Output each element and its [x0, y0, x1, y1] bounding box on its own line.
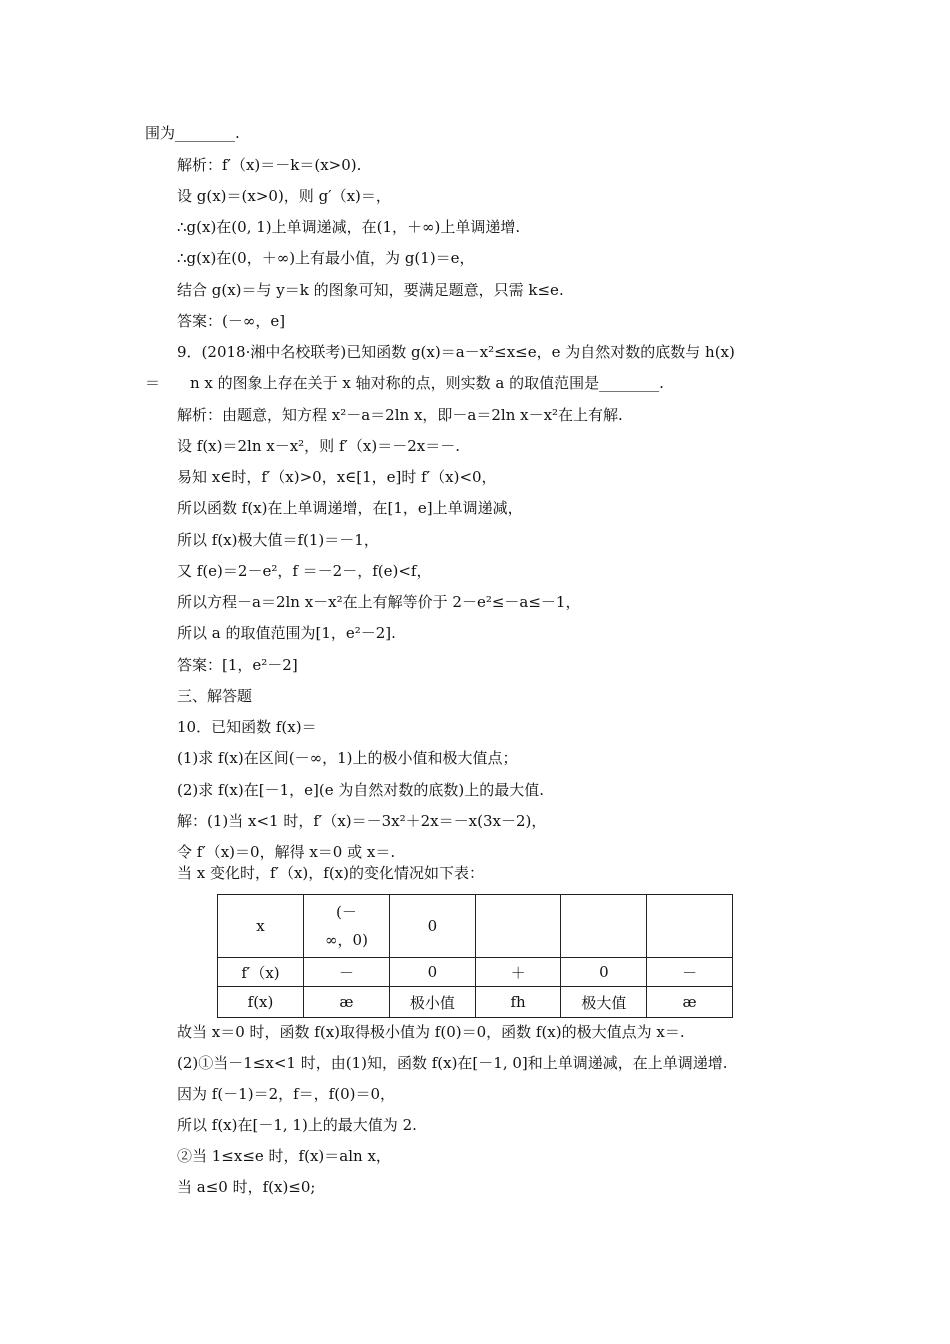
- text-line: 令 f′（x)＝0，解得 x＝0 或 x＝.: [177, 843, 396, 861]
- text-line: ②当 1≤x≤e 时，f(x)＝aln x，: [177, 1147, 391, 1165]
- text-line: 解析：f′（x)＝－k＝(x>0).: [177, 156, 362, 174]
- table-cell-part: (－: [336, 903, 357, 921]
- table-cell: [475, 895, 561, 958]
- text-line: 所以 f(x)在[－1, 1)上的最大值为 2.: [177, 1116, 417, 1134]
- text-line: (2)求 f(x)在[－1，e](e 为自然对数的底数)上的最大值.: [177, 781, 544, 799]
- table-cell-part: ∞，0): [325, 931, 368, 949]
- text-line: 当 x 变化时，f′（x)，f(x)的变化情况如下表：: [177, 864, 484, 882]
- table-cell: æ: [647, 987, 733, 1018]
- variation-table: [217, 894, 733, 1018]
- table-cell: [561, 895, 647, 958]
- text-line: 因为 f(－1)＝2，f＝，f(0)＝0，: [177, 1085, 396, 1103]
- section-heading: 三、解答题: [177, 687, 253, 705]
- table-cell: x: [218, 895, 304, 958]
- table-cell: －: [647, 958, 733, 987]
- text-line: 答案：(－∞，e]: [177, 312, 286, 330]
- text-line: 所以 a 的取值范围为[1，e²－2].: [177, 624, 396, 642]
- problem-10-line: 10．已知函数 f(x)＝: [177, 718, 317, 736]
- text-line: 故当 x＝0 时，函数 f(x)取得极小值为 f(0)＝0，函数 f(x)的极大值点为 x＝.: [177, 1023, 685, 1041]
- table-cell: [647, 895, 733, 958]
- table-cell: 0: [389, 895, 475, 958]
- table-cell: f(x): [218, 987, 304, 1018]
- problem-9-line: 9．(2018·湘中名校联考)已知函数 g(x)＝a－x²≤x≤e，e 为自然对数的底数与 h(x): [177, 343, 735, 361]
- table-cell: f′（x): [218, 958, 304, 987]
- text-line: 结合 g(x)＝与 y＝k 的图象可知，要满足题意，只需 k≤e.: [177, 281, 564, 299]
- table-cell: 0: [389, 958, 475, 987]
- text-line: ∴g(x)在(0, 1)上单调递减，在(1，＋∞)上单调递增.: [177, 218, 521, 236]
- table-cell: ＋: [475, 958, 561, 987]
- text-line: 易知 x∈时，f′（x)>0，x∈[1，e]时 f′（x)<0，: [177, 468, 497, 486]
- table-cell: fh: [475, 987, 561, 1018]
- text-line: 设 g(x)＝(x>0)，则 g′（x)＝，: [177, 187, 391, 205]
- table-row: [218, 895, 733, 958]
- text-line: 围为________.: [145, 124, 240, 142]
- text-line: 解析：由题意，知方程 x²－a＝2ln x，即－a＝2ln x－x²在上有解.: [177, 406, 623, 424]
- text-line: (1)求 f(x)在区间(－∞，1)上的极小值和极大值点；: [177, 749, 518, 767]
- text-line: 设 f(x)＝2ln x－x²，则 f′（x)＝－2x＝－.: [177, 437, 460, 455]
- text-line: ∴g(x)在(0，＋∞)上有最小值，为 g(1)＝e，: [177, 249, 475, 267]
- text-line: 所以方程－a＝2ln x－x²在上有解等价于 2－e²≤－a≤－1，: [177, 593, 581, 611]
- text-line: 所以 f(x)极大值＝f(1)＝－1，: [177, 531, 379, 549]
- table-cell: [304, 895, 390, 958]
- table-cell: 极小值: [389, 987, 475, 1018]
- text-line: 解：(1)当 x<1 时，f′（x)＝－3x²＋2x＝－x(3x－2)，: [177, 812, 547, 830]
- table-row: [218, 987, 733, 1018]
- text-line: 当 a≤0 时，f(x)≤0;: [177, 1178, 316, 1196]
- table-cell: 0: [561, 958, 647, 987]
- table-row: [218, 958, 733, 987]
- problem-9-line: ＝ n x 的图象上存在关于 x 轴对称的点，则实数 a 的取值范围是________.: [145, 374, 664, 392]
- text-line: 所以函数 f(x)在上单调递增，在[1，e]上单调递减，: [177, 499, 523, 517]
- text-line: 答案：[1，e²－2]: [177, 656, 298, 674]
- table-cell: 极大值: [561, 987, 647, 1018]
- table-cell: －: [304, 958, 390, 987]
- text-line: 又 f(e)＝2－e²，f ＝－2－，f(e)<f，: [177, 562, 432, 580]
- text-line: (2)①当－1≤x<1 时，由(1)知，函数 f(x)在[－1, 0]和上单调递减，在上单调递增.: [177, 1054, 728, 1072]
- table-cell: æ: [304, 987, 390, 1018]
